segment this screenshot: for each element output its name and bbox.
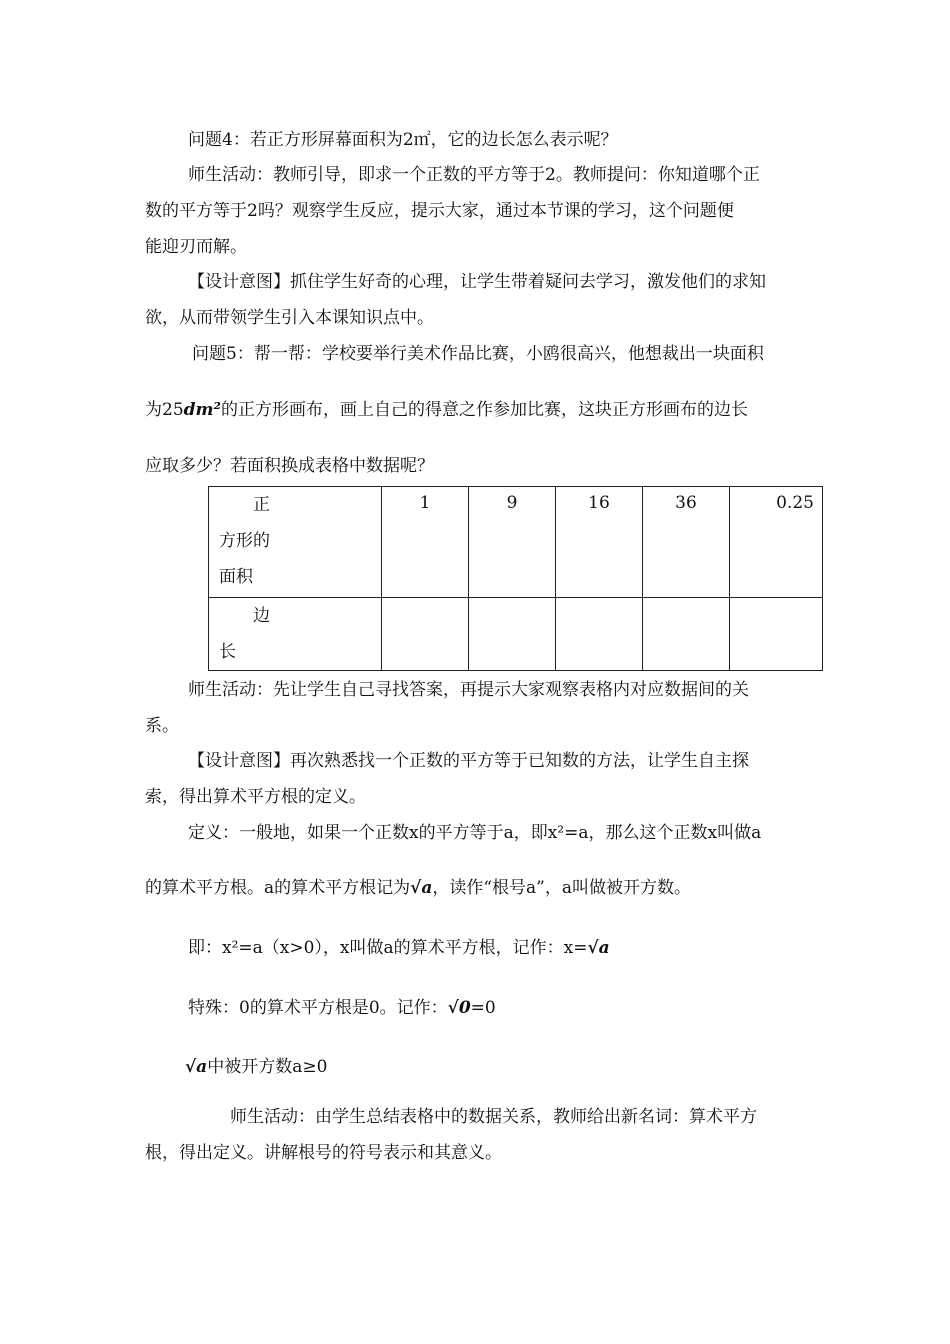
activity-2-line-1: 师生活动：先让学生自己寻找答案，再提示大家观察表格内对应数据间的关 — [188, 680, 749, 700]
problem-5-line-2 — [145, 398, 748, 422]
sqrt-0-symbol: √0 — [447, 998, 471, 1018]
activity-1-line-1: 师生活动：教师引导，即求一个正数的平方等于2。教师提问：你知道哪个正 — [188, 165, 760, 185]
table-row-area — [209, 487, 823, 598]
table-cell-side-2 — [469, 598, 556, 671]
design-intent-2-line-1: 【设计意图】再次熟悉找一个正数的平方等于已知数的方法，让学生自主探 — [188, 751, 749, 771]
problem-5-text-a: 为25 — [145, 400, 184, 420]
table-cell-side-5 — [730, 598, 823, 671]
row-header-area: 正 方形的 面积 — [209, 487, 382, 598]
radicand-condition — [185, 1055, 327, 1079]
notation-text: 即：x²=a（x>0），x叫做a的算术平方根，记作：x= — [188, 938, 588, 958]
table-cell-area-4: 36 — [643, 487, 730, 598]
definition-line-1: 定义：一般地，如果一个正数x的平方等于a，即x²=a，那么这个正数x叫做a — [188, 823, 762, 843]
table-cell-area-5: 0.25 — [730, 487, 823, 598]
activity-2-line-2: 系。 — [145, 716, 179, 736]
design-intent-2-line-2: 索，得出算术平方根的定义。 — [145, 787, 366, 807]
table-cell-area-3: 16 — [556, 487, 643, 598]
sqrt-a-symbol-3: √a — [185, 1057, 208, 1077]
special-equals: =0 — [470, 998, 496, 1018]
design-intent-1-line-1: 【设计意图】抓住学生好奇的心理，让学生带着疑问去学习，激发他们的求知 — [188, 272, 766, 292]
row-header-side: 边 长 — [209, 598, 382, 671]
unit-dm2: dm² — [183, 400, 221, 420]
problem-5-line-3: 应取多少？若面积换成表格中数据呢？ — [145, 456, 434, 476]
radicand-text: 中被开方数a≥0 — [207, 1057, 328, 1077]
problem-5-text-b: 的正方形画布，画上自己的得意之作参加比赛，这块正方形画布的边长 — [220, 400, 748, 420]
table-cell-area-1: 1 — [382, 487, 469, 598]
table-cell-side-4 — [643, 598, 730, 671]
table-row-side — [209, 598, 823, 671]
definition-text-a: 的算术平方根。a的算术平方根记为 — [145, 878, 411, 898]
activity-1-line-3: 能迎刃而解。 — [145, 237, 247, 257]
problem-4: 问题4：若正方形屏幕面积为2㎡，它的边长怎么表示呢？ — [188, 130, 618, 150]
table-cell-side-3 — [556, 598, 643, 671]
notation-line — [188, 936, 610, 960]
special-case-line — [188, 996, 496, 1020]
table-cell-area-2: 9 — [469, 487, 556, 598]
definition-line-2 — [145, 876, 691, 900]
activity-3-line-1: 师生活动：由学生总结表格中的数据关系，教师给出新名词：算术平方 — [230, 1107, 757, 1127]
activity-3-line-2: 根，得出定义。讲解根号的符号表示和其意义。 — [145, 1143, 502, 1163]
activity-1-line-2: 数的平方等于2吗？观察学生反应，提示大家，通过本节课的学习，这个问题便 — [145, 201, 734, 221]
table-cell-side-1 — [382, 598, 469, 671]
sqrt-a-symbol: √a — [410, 878, 433, 898]
sqrt-a-symbol-2: √a — [587, 938, 610, 958]
area-side-table — [208, 486, 823, 671]
special-text: 特殊：0的算术平方根是0。记作： — [188, 998, 448, 1018]
problem-5-line-1: 问题5：帮一帮：学校要举行美术作品比赛，小鸥很高兴，他想裁出一块面积 — [192, 344, 764, 364]
definition-text-b: ，读作“根号a”，a叫做被开方数。 — [432, 878, 691, 898]
design-intent-1-line-2: 欲，从而带领学生引入本课知识点中。 — [145, 308, 434, 328]
